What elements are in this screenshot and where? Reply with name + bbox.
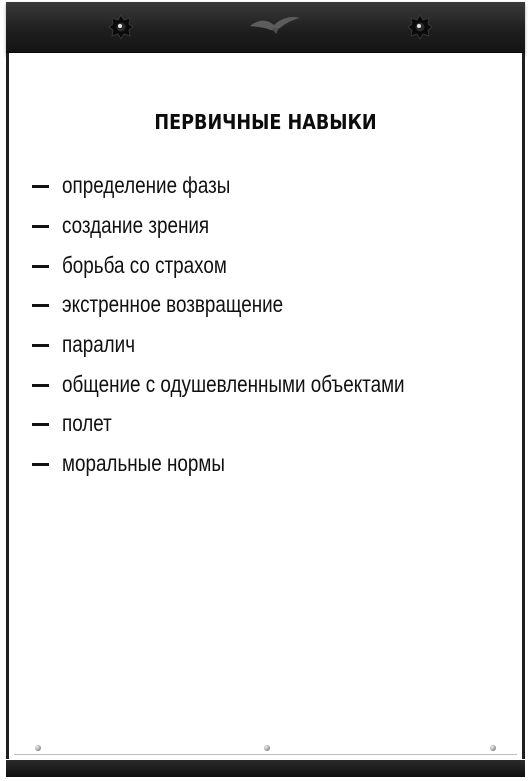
dash-bullet-icon [32,225,49,228]
clamp-knob-icon [108,14,134,40]
sheet-title: ПЕРВИЧНЫЕ НАВЫКИ [154,110,377,134]
list-item-text: экстренное возвращение [62,291,284,318]
list-item-text: борьба со страхом [62,251,227,278]
dash-bullet-icon [32,463,49,466]
list-item [32,404,480,444]
screw-icon [264,745,270,751]
dash-bullet-icon [32,304,49,307]
list-item-text: моральные нормы [62,450,225,477]
list-item [32,325,480,365]
bottom-tray-bar [6,760,525,777]
list-item [32,364,480,404]
dash-bullet-icon [32,344,49,347]
list-item-text: определение фазы [62,172,231,199]
list-item-text: полет [62,410,112,437]
paper-bottom-edge [14,754,517,755]
list-item [32,166,480,206]
list-item [32,444,480,484]
list-item [32,206,480,246]
dash-bullet-icon [32,384,49,387]
top-clamp-bar [6,2,525,54]
skills-list [32,166,480,484]
dash-bullet-icon [32,423,49,426]
list-item [32,285,480,325]
list-item [32,245,480,285]
clamp-knob-icon [407,14,433,40]
list-item-text: общение с одушевленными объектами [62,370,405,397]
screw-icon [490,745,496,751]
list-item-text: паралич [62,331,136,358]
bird-logo-icon [246,12,302,36]
list-item-text: создание зрения [62,212,210,239]
dash-bullet-icon [32,185,49,188]
screw-icon [35,745,41,751]
dash-bullet-icon [32,265,49,268]
